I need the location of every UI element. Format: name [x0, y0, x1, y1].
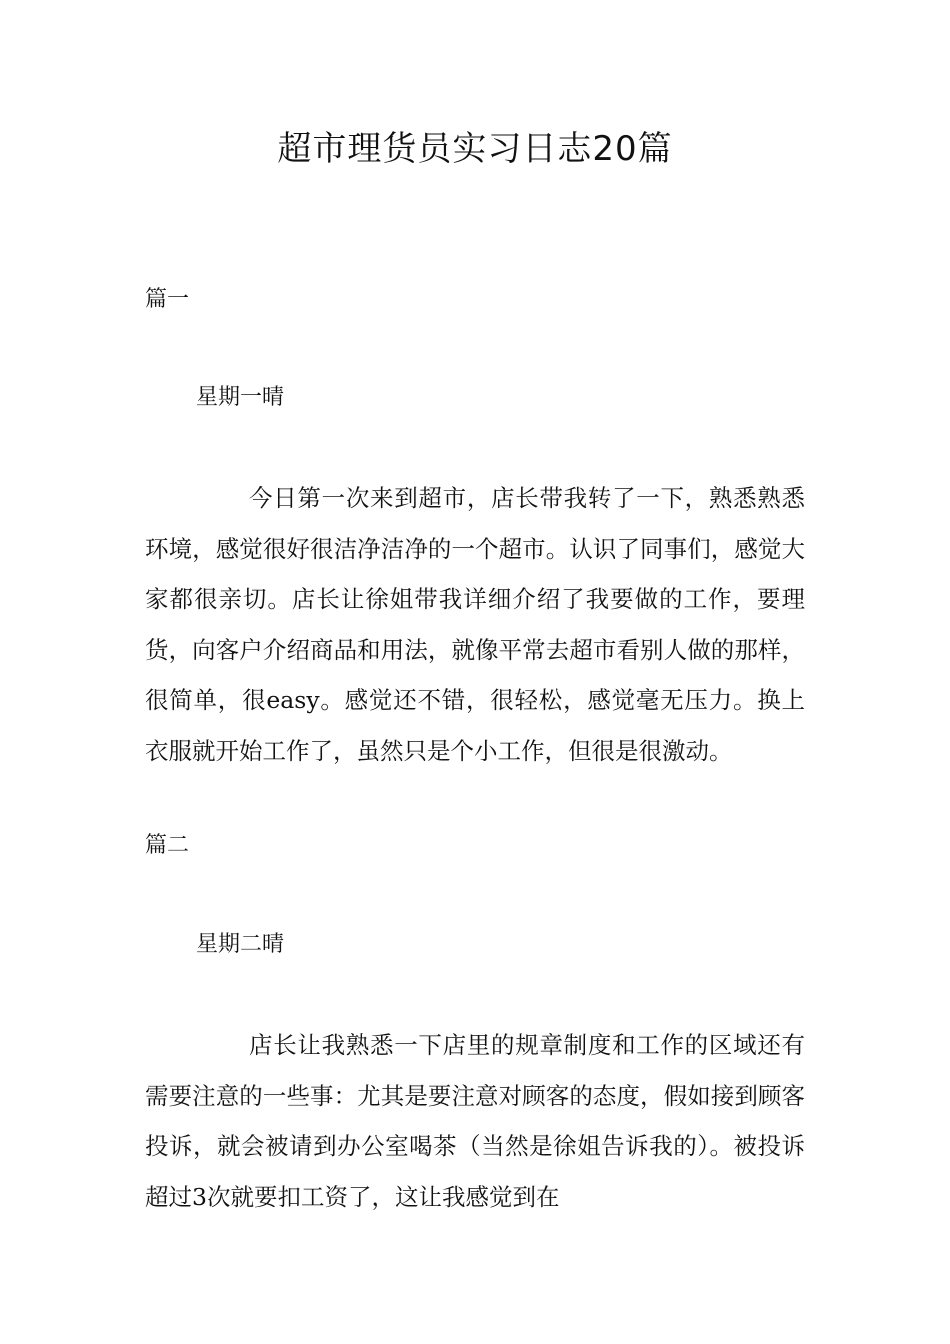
document-title: 超市理货员实习日志20篇 [277, 129, 673, 169]
entry-date-weather-1: 星期一晴 [196, 385, 285, 410]
entry-body-1: 今日第一次来到超市，店长带我转了一下，熟悉熟悉环境，感觉很好很洁净洁净的一个超市。认识了同事们，感觉大家都很亲切。店长让徐姐带我详细介绍了我要做的工作，要理货，向客户介绍商品和用法，就像平常去超市看别人做的那样，很简单，很easy。感觉还不错，很轻松，感觉毫无压力。换上衣服就开始工作了，虽然只是个小工作，但很是很激动。 [145, 484, 805, 765]
entry-date-weather-2: 星期二晴 [196, 932, 285, 957]
section-heading-2: 篇二 [145, 833, 190, 858]
entry-body-2: 店长让我熟悉一下店里的规章制度和工作的区域还有需要注意的一些事：尤其是要注意对顾客的态度，假如接到顾客投诉，就会被请到办公室喝茶（当然是徐姐告诉我的）。被投诉超过3次就要扣工资了，这让我感觉到在 [145, 1031, 805, 1211]
section-heading-1: 篇一 [145, 287, 190, 312]
